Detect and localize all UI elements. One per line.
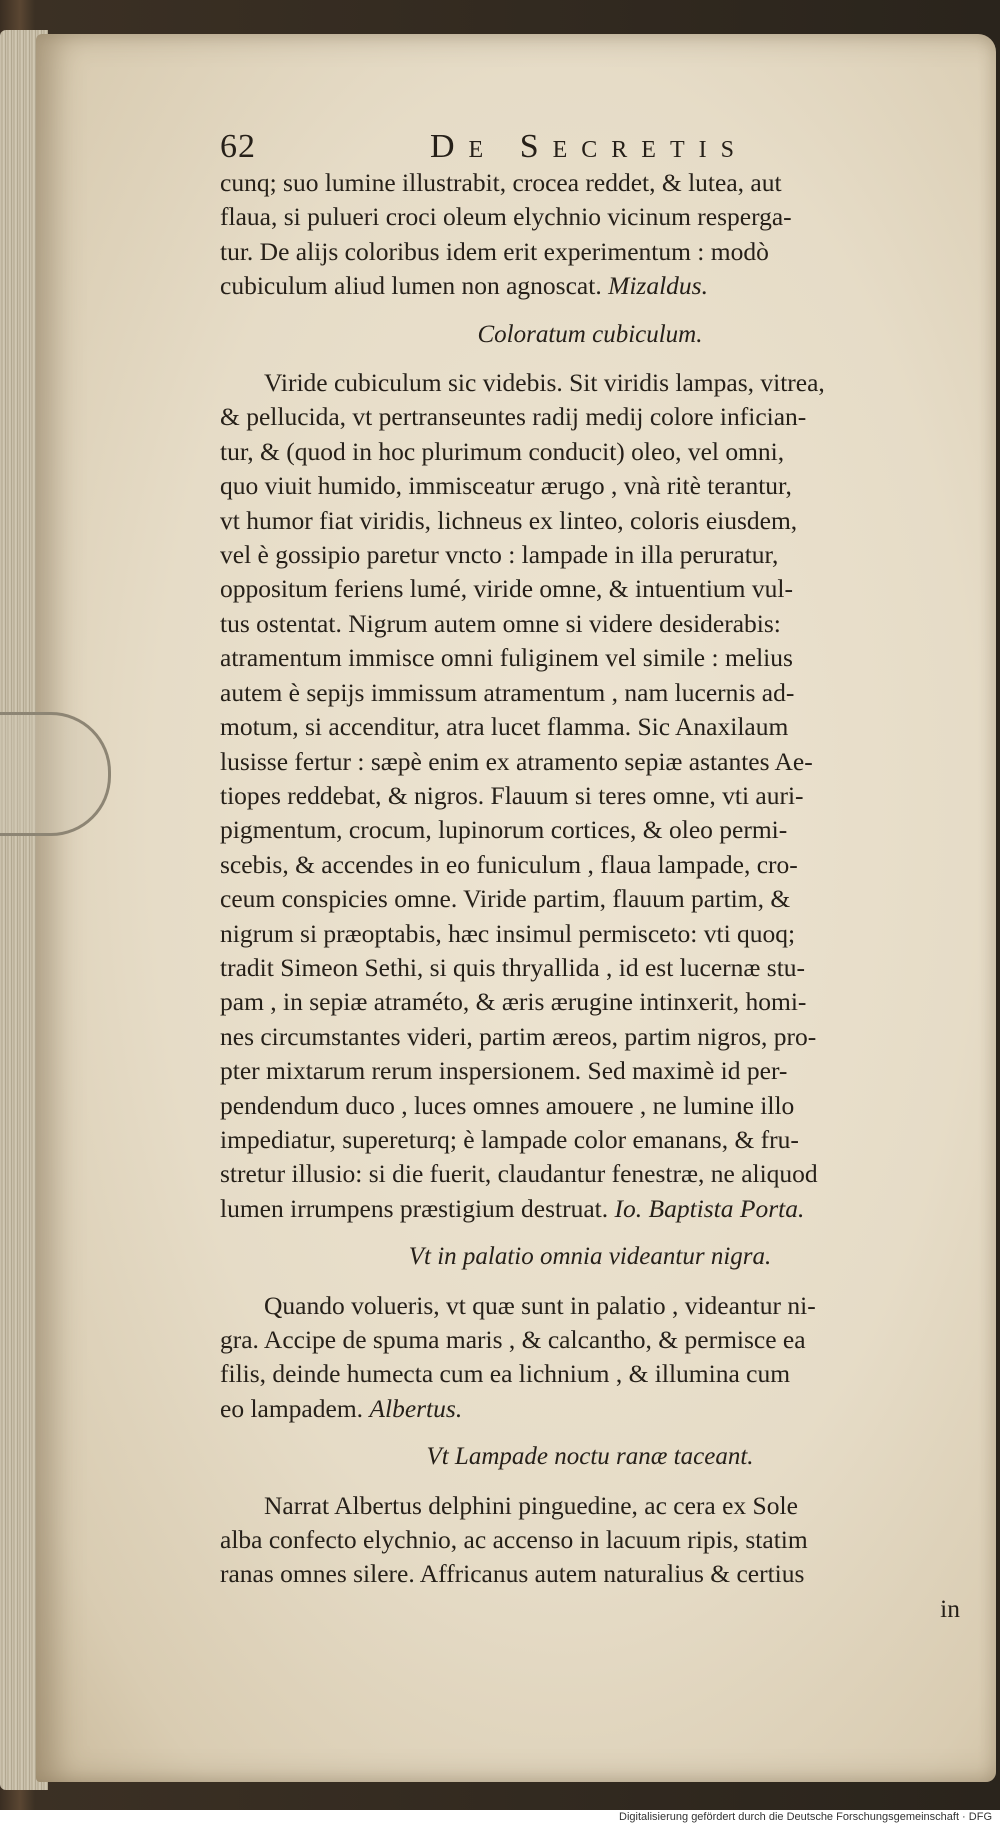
text-block <box>220 128 960 1623</box>
author-porta: Io. Baptista Porta. <box>614 1193 805 1223</box>
text-line: motum, si accenditur, atra lucet flamma. Sic Anaxilaum <box>220 712 789 742</box>
text-line: ceum conspicies omne. Viride partim, flauum partim, & <box>220 884 791 914</box>
text-line-content: lumen irrumpens præstigium destruat. <box>220 1193 609 1223</box>
text-line <box>220 1192 960 1226</box>
text-line: nigrum si præoptabis, hæc insimul permisceto: vti quoq; <box>220 918 796 948</box>
text-line: ranas omnes silere. Affricanus autem naturalius & certius <box>220 1559 805 1589</box>
text-line: quo viuit humido, immisceatur ærugo , vnà ritè terantur, <box>220 471 792 501</box>
text-line: flaua, si pulueri croci oleum elychnio vicinum resperga- <box>220 202 792 232</box>
text-line: pam , in sepiæ atraméto, & æris ærugine intinxerit, homi- <box>220 987 807 1017</box>
heading-ranae-taceant: Vt Lampade noctu ranæ taceant. <box>426 1443 754 1471</box>
text-line: Viride cubiculum sic videbis. Sit viridis lampas, vitrea, <box>264 368 825 398</box>
heading-coloratum-cubiculum: Coloratum cubiculum. <box>477 320 703 348</box>
text-line: vel è gossipio paretur vncto : lampade in illa peruratur, <box>220 540 779 570</box>
heading-palatio-nigra: Vt in palatio omnia videantur nigra. <box>408 1243 772 1271</box>
text-line: tradit Simeon Sethi, si quis thryallida , id est lucernæ stu- <box>220 952 806 982</box>
text-line: filis, deinde humecta cum ea lichnium , & illumina cum <box>220 1359 791 1389</box>
text-line-content: eo lampadem. <box>220 1393 364 1423</box>
body-text <box>220 166 960 1626</box>
text-line-content: cubiculum aliud lumen non agnoscat. <box>220 271 602 301</box>
text-line <box>220 1392 960 1426</box>
text-line: tur. De alijs coloribus idem erit experimentum : modò <box>220 236 769 266</box>
text-line: pendendum duco , luces omnes amouere , ne lumine illo <box>220 1090 795 1120</box>
text-line: tur, & (quod in hoc plurimum conducit) oleo, vel omni, <box>220 436 785 466</box>
text-line: cunq; suo lumine illustrabit, crocea reddet, & lutea, aut <box>220 168 782 197</box>
text-line: alba confecto elychnio, ac accenso in lacuum ripis, statim <box>220 1525 808 1555</box>
text-line: pter mixtarum rerum inspersionem. Sed maximè id per- <box>220 1056 788 1086</box>
text-line: scebis, & accendes in eo funiculum , flaua lampade, cro- <box>220 849 798 879</box>
text-line <box>220 269 960 303</box>
catchword-line <box>220 1592 960 1626</box>
text-line: nes circumstantes videri, partim æreos, partim nigros, pro- <box>220 1021 817 1051</box>
text-line: impediatur, supereturq; è lampade color emanans, & fru- <box>220 1124 799 1154</box>
catchword: in <box>940 1593 960 1623</box>
text-line: vt humor fiat viridis, lichneus ex linteo, coloris eiusdem, <box>220 505 798 535</box>
text-line: atramentum immisce omni fuliginem vel simile : melius <box>220 643 793 673</box>
text-line: gra. Accipe de spuma maris , & calcantho, & permisce ea <box>220 1325 806 1354</box>
text-line: Narrat Albertus delphini pinguedine, ac cera ex Sole <box>264 1490 798 1520</box>
text-line: & pellucida, vt pertranseuntes radij medij colore infician- <box>220 402 807 432</box>
text-line: autem è sepijs immissum atramentum , nam lucernis ad- <box>220 677 795 707</box>
text-line: Quando volueris, vt quæ sunt in palatio , videantur ni- <box>264 1290 816 1320</box>
text-line: oppositum feriens lumé, viride omne, & intuentium vul- <box>220 574 793 604</box>
author-mizaldus: Mizaldus. <box>608 271 708 301</box>
page-number: 62 <box>220 128 256 165</box>
clasp-strap <box>0 712 111 836</box>
running-title: De Secretis <box>430 128 748 165</box>
author-albertus: Albertus. <box>369 1393 463 1423</box>
text-line: tiopes reddebat, & nigros. Flauum si teres omne, vti auri- <box>220 780 804 810</box>
digitization-credit: Digitalisierung gefördert durch die Deutsche Forschungsgemeinschaft · DFG <box>619 1811 992 1823</box>
text-line: stretur illusio: si die fuerit, claudantur fenestræ, ne aliquod <box>220 1159 818 1189</box>
text-line: tus ostentat. Nigrum autem omne si videre desiderabis: <box>220 608 781 638</box>
text-line: pigmentum, crocum, lupinorum cortices, & oleo permi- <box>220 815 788 845</box>
text-line: lusisse fertur : sæpè enim ex atramento sepiæ astantes Ae- <box>220 746 813 776</box>
